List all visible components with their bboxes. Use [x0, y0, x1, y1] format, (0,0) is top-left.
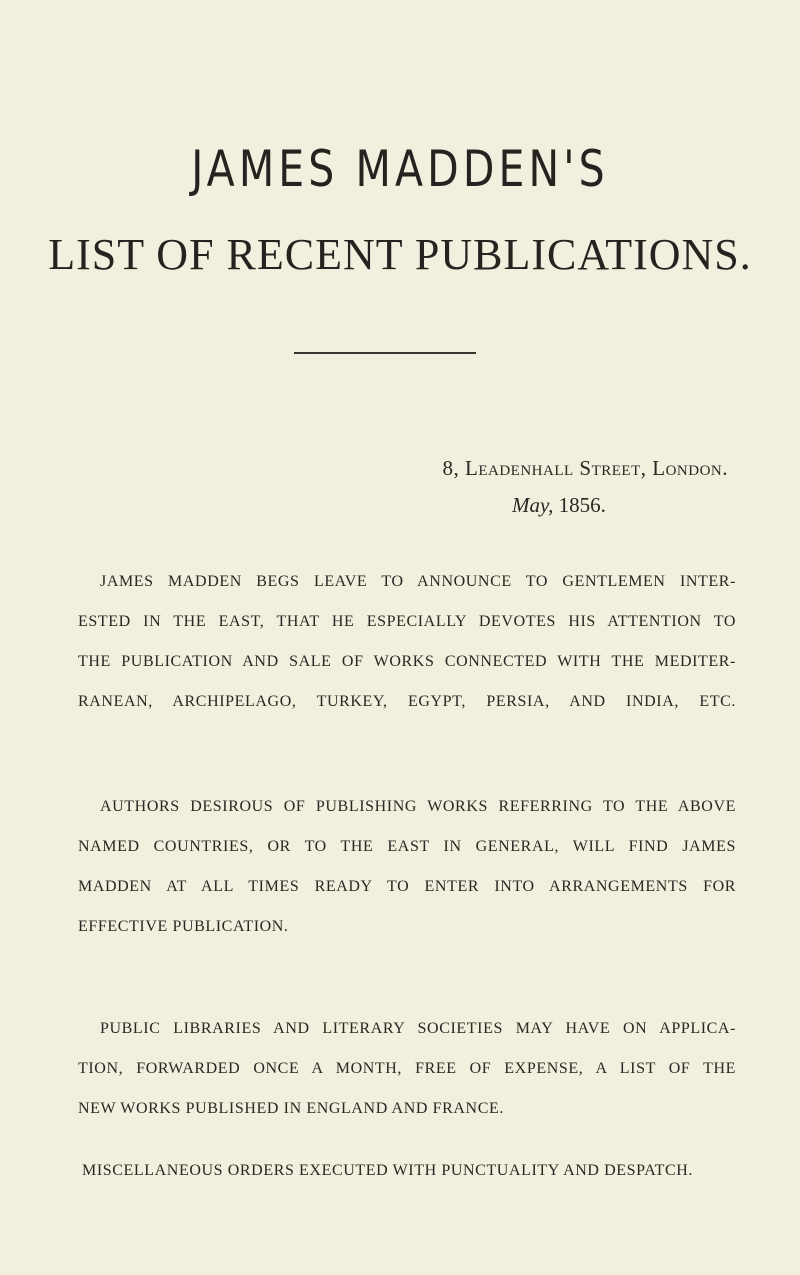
- libraries-paragraph: [78, 1009, 736, 1129]
- paragraph-line: MADDEN AT ALL TIMES READY TO ENTER INTO ARRANGEMENTS FOR: [78, 878, 736, 895]
- paragraph-line: EFFECTIVE PUBLICATION.: [78, 918, 289, 935]
- announcement-paragraph: [78, 562, 736, 722]
- authors-paragraph: [78, 787, 736, 947]
- paragraph-line: PUBLIC LIBRARIES AND LITERARY SOCIETIES MAY HAVE ON APPLICA-: [100, 1020, 736, 1037]
- page-subtitle: LIST OF RECENT PUBLICATIONS.: [48, 230, 752, 279]
- paragraph-line: NAMED COUNTRIES, OR TO THE EAST IN GENERAL, WILL FIND JAMES: [78, 838, 736, 855]
- paragraph-line: THE PUBLICATION AND SALE OF WORKS CONNECTED WITH THE MEDITER-: [78, 653, 736, 670]
- paragraph-line: ESTED IN THE EAST, THAT HE ESPECIALLY DEVOTES HIS ATTENTION TO: [78, 613, 736, 630]
- page-title: JAMES MADDEN'S: [191, 140, 609, 198]
- paragraph-line: NEW WORKS PUBLISHED IN ENGLAND AND FRANCE.: [78, 1100, 504, 1117]
- date-year: 1856.: [558, 493, 606, 517]
- publication-date: [512, 493, 606, 518]
- paragraph-line: JAMES MADDEN BEGS LEAVE TO ANNOUNCE TO GENTLEMEN INTER-: [100, 573, 736, 590]
- orders-paragraph: [82, 1151, 740, 1191]
- date-month: May,: [512, 493, 554, 517]
- paragraph-line: TION, FORWARDED ONCE A MONTH, FREE OF EXPENSE, A LIST OF THE: [78, 1060, 736, 1077]
- paragraph-line: MISCELLANEOUS ORDERS EXECUTED WITH PUNCTUALITY AND DESPATCH.: [82, 1162, 693, 1179]
- publisher-address: 8, Leadenhall Street, London.: [442, 456, 728, 480]
- paragraph-line: RANEAN, ARCHIPELAGO, TURKEY, EGYPT, PERSIA, AND INDIA, ETC.: [78, 693, 736, 710]
- divider-rule: [294, 352, 476, 354]
- paragraph-line: AUTHORS DESIROUS OF PUBLISHING WORKS REFERRING TO THE ABOVE: [100, 798, 736, 815]
